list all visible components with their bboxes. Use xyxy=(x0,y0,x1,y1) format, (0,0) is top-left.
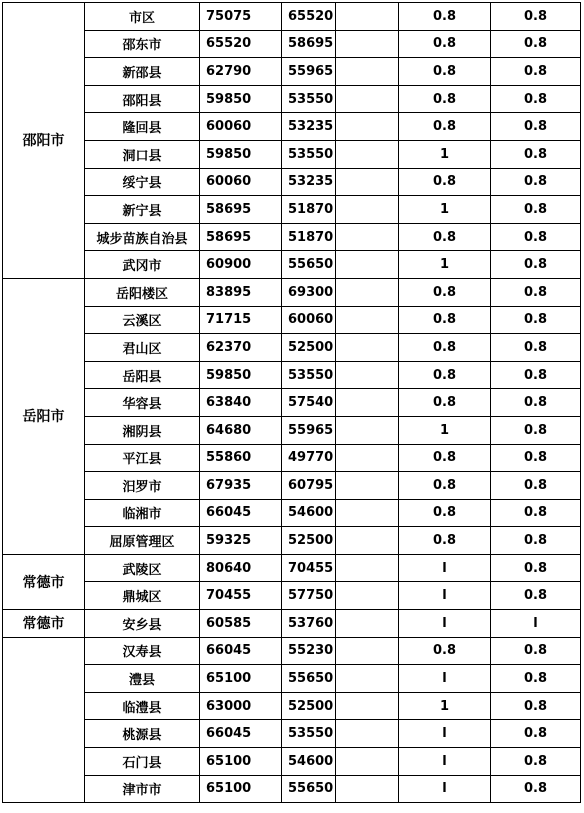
ratio-cell-1: l xyxy=(399,610,491,638)
ratio-cell-2: 0.8 xyxy=(491,748,581,776)
value-cell-1: 65100 xyxy=(200,748,282,776)
ratio-cell-2: 0.8 xyxy=(491,775,581,803)
city-cell: 常德市 xyxy=(3,610,85,638)
county-cell: 安乡县 xyxy=(85,610,200,638)
value-cell-3 xyxy=(336,30,399,58)
value-cell-3 xyxy=(336,416,399,444)
ratio-cell-2: 0.8 xyxy=(491,168,581,196)
ratio-cell-2: 0.8 xyxy=(491,361,581,389)
value-cell-2: 70455 xyxy=(282,554,336,582)
ratio-cell-1: 0.8 xyxy=(399,499,491,527)
value-cell-1: 59325 xyxy=(200,527,282,555)
table-row xyxy=(3,306,581,334)
value-cell-1: 64680 xyxy=(200,416,282,444)
table-row xyxy=(3,58,581,86)
ratio-cell-1: 0.8 xyxy=(399,168,491,196)
county-cell: 隆回县 xyxy=(85,113,200,141)
table-row xyxy=(3,140,581,168)
ratio-cell-1: 0.8 xyxy=(399,472,491,500)
value-cell-1: 66045 xyxy=(200,499,282,527)
ratio-cell-2: 0.8 xyxy=(491,692,581,720)
value-cell-3 xyxy=(336,334,399,362)
county-cell: 城步苗族自治县 xyxy=(85,223,200,251)
table-row xyxy=(3,416,581,444)
value-cell-1: 62370 xyxy=(200,334,282,362)
value-cell-2: 53235 xyxy=(282,168,336,196)
value-cell-2: 54600 xyxy=(282,499,336,527)
county-cell: 君山区 xyxy=(85,334,200,362)
county-cell: 绥宁县 xyxy=(85,168,200,196)
value-cell-1: 80640 xyxy=(200,554,282,582)
ratio-cell-1: l xyxy=(399,775,491,803)
table-row xyxy=(3,278,581,306)
county-cell: 岳阳楼区 xyxy=(85,278,200,306)
value-cell-2: 69300 xyxy=(282,278,336,306)
value-cell-2: 54600 xyxy=(282,748,336,776)
value-cell-1: 59850 xyxy=(200,85,282,113)
value-cell-2: 60795 xyxy=(282,472,336,500)
value-cell-3 xyxy=(336,637,399,665)
ratio-cell-1: l xyxy=(399,720,491,748)
ratio-cell-2: 0.8 xyxy=(491,582,581,610)
value-cell-3 xyxy=(336,665,399,693)
value-cell-3 xyxy=(336,444,399,472)
value-cell-2: 60060 xyxy=(282,306,336,334)
value-cell-1: 65100 xyxy=(200,665,282,693)
ratio-cell-2: 0.8 xyxy=(491,554,581,582)
value-cell-2: 53235 xyxy=(282,113,336,141)
value-cell-2: 57540 xyxy=(282,389,336,417)
county-cell: 云溪区 xyxy=(85,306,200,334)
table-row xyxy=(3,637,581,665)
value-cell-1: 65100 xyxy=(200,775,282,803)
value-cell-3 xyxy=(336,140,399,168)
value-cell-3 xyxy=(336,223,399,251)
table-row xyxy=(3,196,581,224)
ratio-cell-2: 0.8 xyxy=(491,416,581,444)
table-row xyxy=(3,775,581,803)
value-cell-1: 65520 xyxy=(200,30,282,58)
table-row xyxy=(3,554,581,582)
ratio-cell-1: 0.8 xyxy=(399,30,491,58)
ratio-cell-2: 0.8 xyxy=(491,306,581,334)
county-cell: 新宁县 xyxy=(85,196,200,224)
value-cell-1: 60900 xyxy=(200,251,282,279)
ratio-cell-2: 0.8 xyxy=(491,85,581,113)
ratio-cell-2: 0.8 xyxy=(491,3,581,31)
table-row xyxy=(3,582,581,610)
county-cell: 津市市 xyxy=(85,775,200,803)
value-cell-3 xyxy=(336,748,399,776)
city-cell: 邵阳市 xyxy=(3,3,85,279)
county-cell: 华容县 xyxy=(85,389,200,417)
ratio-cell-1: 0.8 xyxy=(399,58,491,86)
ratio-cell-1: 0.8 xyxy=(399,223,491,251)
value-cell-2: 55650 xyxy=(282,775,336,803)
ratio-cell-1: 0.8 xyxy=(399,527,491,555)
table-row xyxy=(3,472,581,500)
ratio-cell-2: 0.8 xyxy=(491,637,581,665)
table-body xyxy=(3,3,581,803)
table-row xyxy=(3,527,581,555)
value-cell-2: 53550 xyxy=(282,361,336,389)
value-cell-1: 63000 xyxy=(200,692,282,720)
county-cell: 石门县 xyxy=(85,748,200,776)
value-cell-2: 55230 xyxy=(282,637,336,665)
table-row xyxy=(3,251,581,279)
ratio-cell-2: 0.8 xyxy=(491,196,581,224)
ratio-cell-1: l xyxy=(399,554,491,582)
ratio-cell-2: 0.8 xyxy=(491,444,581,472)
county-cell: 临湘市 xyxy=(85,499,200,527)
value-cell-3 xyxy=(336,692,399,720)
city-cell xyxy=(3,637,85,803)
value-cell-3 xyxy=(336,168,399,196)
county-cell: 桃源县 xyxy=(85,720,200,748)
county-cell: 武冈市 xyxy=(85,251,200,279)
value-cell-3 xyxy=(336,361,399,389)
table-row xyxy=(3,389,581,417)
value-cell-3 xyxy=(336,278,399,306)
ratio-cell-1: 0.8 xyxy=(399,637,491,665)
table-row xyxy=(3,113,581,141)
value-cell-1: 60585 xyxy=(200,610,282,638)
value-cell-2: 53760 xyxy=(282,610,336,638)
value-cell-3 xyxy=(336,472,399,500)
ratio-cell-2: 0.8 xyxy=(491,251,581,279)
county-cell: 武陵区 xyxy=(85,554,200,582)
table-row xyxy=(3,30,581,58)
value-cell-3 xyxy=(336,389,399,417)
ratio-cell-2: 0.8 xyxy=(491,223,581,251)
ratio-cell-1: 0.8 xyxy=(399,113,491,141)
county-cell: 临澧县 xyxy=(85,692,200,720)
value-cell-2: 58695 xyxy=(282,30,336,58)
value-cell-3 xyxy=(336,85,399,113)
ratio-cell-1: 0.8 xyxy=(399,389,491,417)
county-cell: 鼎城区 xyxy=(85,582,200,610)
value-cell-3 xyxy=(336,499,399,527)
value-cell-2: 55650 xyxy=(282,665,336,693)
ratio-cell-2: 0.8 xyxy=(491,499,581,527)
table-row xyxy=(3,665,581,693)
ratio-cell-2: 0.8 xyxy=(491,472,581,500)
table-row xyxy=(3,692,581,720)
county-cell: 屈原管理区 xyxy=(85,527,200,555)
value-cell-1: 58695 xyxy=(200,223,282,251)
value-cell-2: 52500 xyxy=(282,334,336,362)
value-cell-3 xyxy=(336,610,399,638)
value-cell-1: 60060 xyxy=(200,113,282,141)
ratio-cell-1: 1 xyxy=(399,196,491,224)
value-cell-2: 52500 xyxy=(282,527,336,555)
county-cell: 新邵县 xyxy=(85,58,200,86)
standards-table xyxy=(2,2,581,803)
table-row xyxy=(3,361,581,389)
value-cell-1: 62790 xyxy=(200,58,282,86)
value-cell-2: 65520 xyxy=(282,3,336,31)
table-row xyxy=(3,3,581,31)
value-cell-2: 49770 xyxy=(282,444,336,472)
value-cell-1: 55860 xyxy=(200,444,282,472)
value-cell-3 xyxy=(336,306,399,334)
ratio-cell-2: 0.8 xyxy=(491,527,581,555)
value-cell-3 xyxy=(336,582,399,610)
ratio-cell-2: 0.8 xyxy=(491,58,581,86)
value-cell-2: 53550 xyxy=(282,140,336,168)
ratio-cell-1: 1 xyxy=(399,416,491,444)
county-cell: 洞口县 xyxy=(85,140,200,168)
value-cell-3 xyxy=(336,775,399,803)
ratio-cell-2: 0.8 xyxy=(491,665,581,693)
value-cell-1: 66045 xyxy=(200,720,282,748)
value-cell-3 xyxy=(336,251,399,279)
value-cell-1: 59850 xyxy=(200,361,282,389)
value-cell-1: 75075 xyxy=(200,3,282,31)
value-cell-1: 63840 xyxy=(200,389,282,417)
value-cell-2: 55650 xyxy=(282,251,336,279)
value-cell-2: 53550 xyxy=(282,720,336,748)
ratio-cell-1: 0.8 xyxy=(399,278,491,306)
ratio-cell-1: 0.8 xyxy=(399,334,491,362)
ratio-cell-2: 0.8 xyxy=(491,113,581,141)
value-cell-1: 59850 xyxy=(200,140,282,168)
value-cell-2: 55965 xyxy=(282,416,336,444)
ratio-cell-2: 0.8 xyxy=(491,389,581,417)
table-row xyxy=(3,610,581,638)
county-cell: 湘阴县 xyxy=(85,416,200,444)
county-cell: 汨罗市 xyxy=(85,472,200,500)
ratio-cell-2: 0.8 xyxy=(491,278,581,306)
county-cell: 平江县 xyxy=(85,444,200,472)
value-cell-3 xyxy=(336,527,399,555)
value-cell-1: 83895 xyxy=(200,278,282,306)
table-row xyxy=(3,334,581,362)
ratio-cell-1: 1 xyxy=(399,692,491,720)
value-cell-1: 58695 xyxy=(200,196,282,224)
ratio-cell-1: 0.8 xyxy=(399,361,491,389)
ratio-cell-1: 0.8 xyxy=(399,3,491,31)
ratio-cell-2: l xyxy=(491,610,581,638)
value-cell-3 xyxy=(336,113,399,141)
table-row xyxy=(3,720,581,748)
county-cell: 邵阳县 xyxy=(85,85,200,113)
value-cell-3 xyxy=(336,196,399,224)
ratio-cell-1: 1 xyxy=(399,140,491,168)
ratio-cell-2: 0.8 xyxy=(491,140,581,168)
value-cell-3 xyxy=(336,3,399,31)
value-cell-3 xyxy=(336,720,399,748)
ratio-cell-2: 0.8 xyxy=(491,334,581,362)
city-cell: 常德市 xyxy=(3,554,85,609)
table-row xyxy=(3,444,581,472)
value-cell-1: 70455 xyxy=(200,582,282,610)
ratio-cell-1: 0.8 xyxy=(399,306,491,334)
ratio-cell-2: 0.8 xyxy=(491,720,581,748)
value-cell-2: 55965 xyxy=(282,58,336,86)
value-cell-2: 53550 xyxy=(282,85,336,113)
county-cell: 邵东市 xyxy=(85,30,200,58)
value-cell-3 xyxy=(336,58,399,86)
ratio-cell-1: 0.8 xyxy=(399,444,491,472)
value-cell-1: 67935 xyxy=(200,472,282,500)
ratio-cell-1: 0.8 xyxy=(399,85,491,113)
value-cell-1: 60060 xyxy=(200,168,282,196)
county-cell: 岳阳县 xyxy=(85,361,200,389)
county-cell: 澧县 xyxy=(85,665,200,693)
table-row xyxy=(3,85,581,113)
ratio-cell-1: 1 xyxy=(399,251,491,279)
ratio-cell-1: l xyxy=(399,582,491,610)
value-cell-1: 66045 xyxy=(200,637,282,665)
table-row xyxy=(3,748,581,776)
city-cell: 岳阳市 xyxy=(3,278,85,554)
table-row xyxy=(3,168,581,196)
value-cell-2: 57750 xyxy=(282,582,336,610)
value-cell-1: 71715 xyxy=(200,306,282,334)
value-cell-2: 51870 xyxy=(282,196,336,224)
table-row xyxy=(3,223,581,251)
value-cell-2: 51870 xyxy=(282,223,336,251)
ratio-cell-2: 0.8 xyxy=(491,30,581,58)
county-cell: 汉寿县 xyxy=(85,637,200,665)
value-cell-2: 52500 xyxy=(282,692,336,720)
ratio-cell-1: l xyxy=(399,748,491,776)
ratio-cell-1: l xyxy=(399,665,491,693)
value-cell-3 xyxy=(336,554,399,582)
county-cell: 市区 xyxy=(85,3,200,31)
table-row xyxy=(3,499,581,527)
